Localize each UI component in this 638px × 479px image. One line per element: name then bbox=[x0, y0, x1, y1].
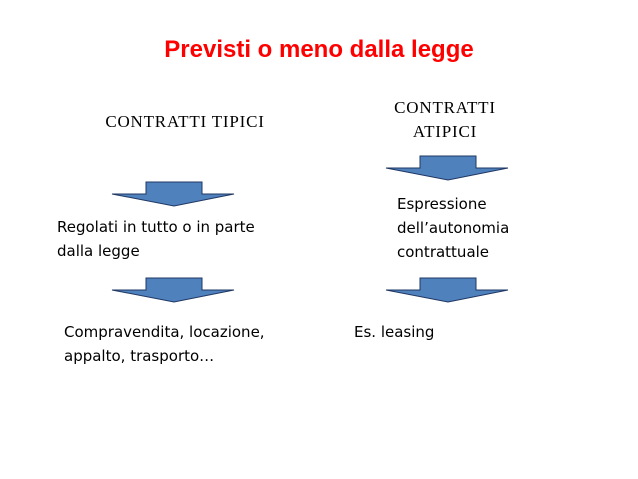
left-examples: Compravendita, locazione, appalto, trasporto… bbox=[64, 323, 265, 365]
right-arrow-down-1-icon bbox=[384, 156, 510, 182]
left-arrow-down-1-icon bbox=[110, 182, 236, 208]
left-description: Regolati in tutto o in parte dalla legge bbox=[57, 218, 255, 260]
right-examples: Es. leasing bbox=[354, 323, 435, 341]
right-arrow-down-2-icon bbox=[384, 278, 510, 304]
slide-title: Previsti o meno dalla legge bbox=[164, 36, 474, 63]
left-arrow-down-2-icon bbox=[110, 278, 236, 304]
left-heading: CONTRATTI TIPICI bbox=[105, 112, 265, 131]
right-description: Espressione dell’autonomia contrattuale bbox=[397, 195, 510, 261]
right-heading: CONTRATTI ATIPICI bbox=[394, 98, 496, 141]
